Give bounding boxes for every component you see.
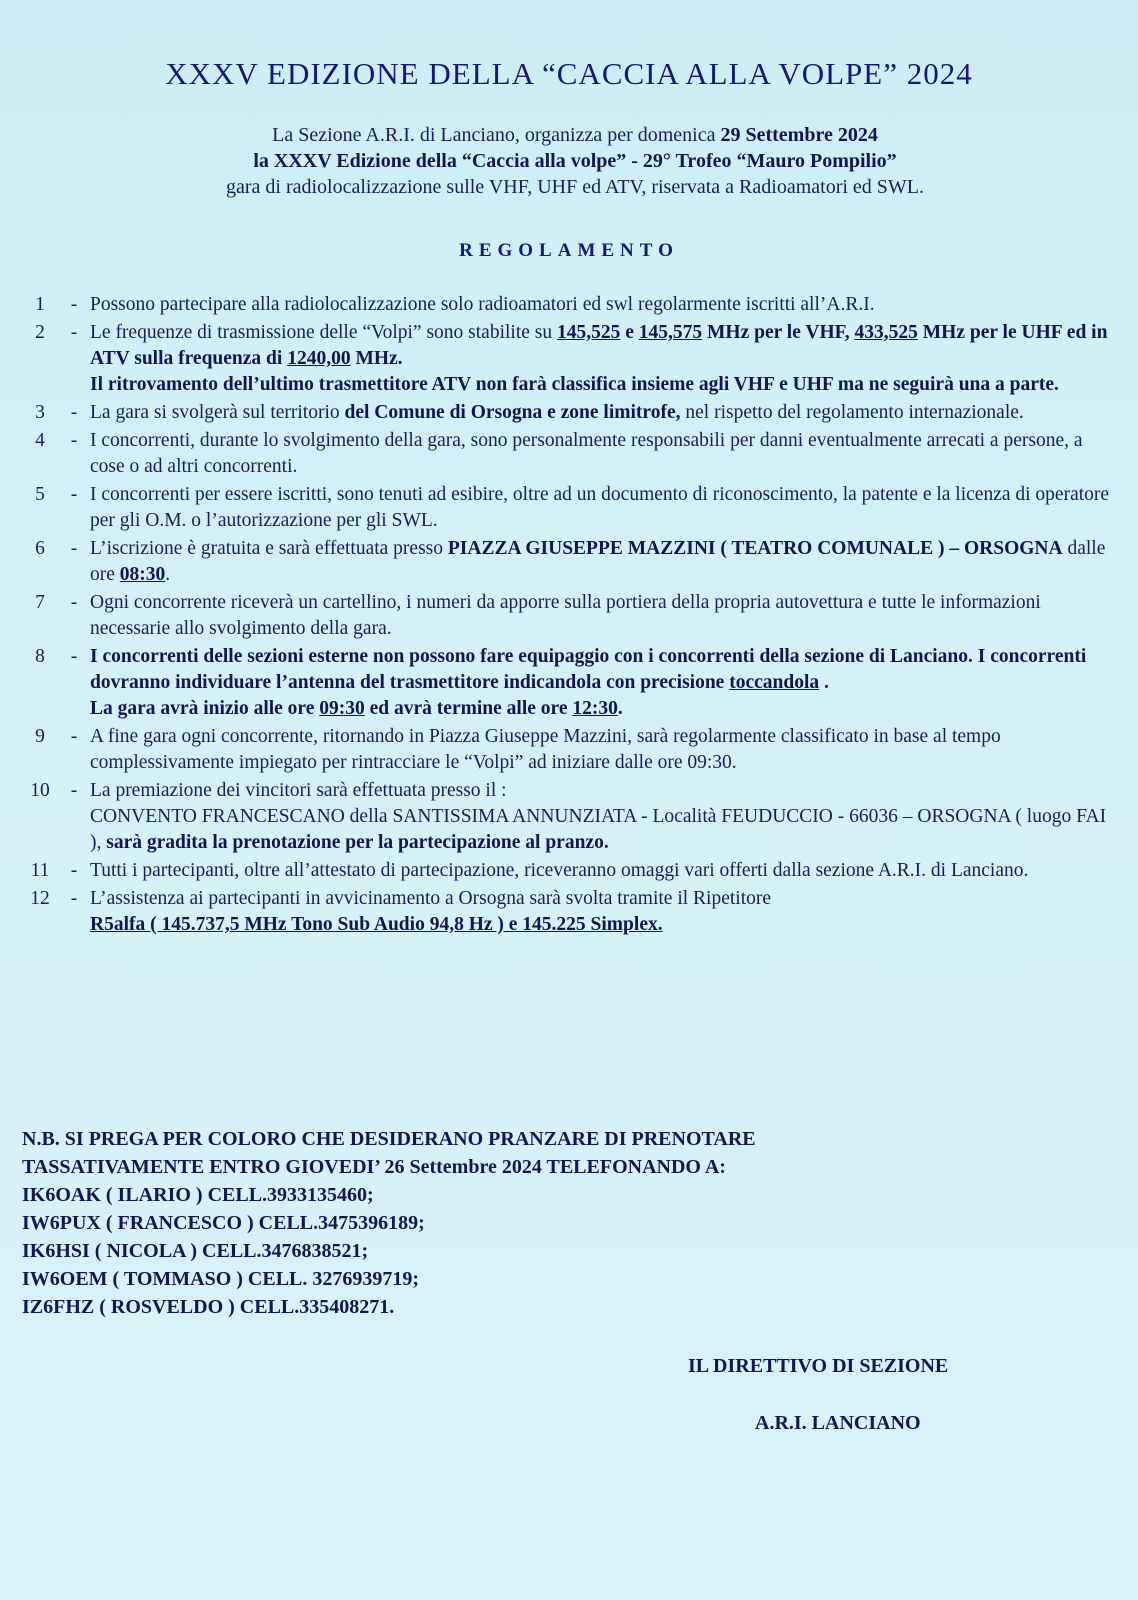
- rule-text-segment: MHz per le UHF ed in ATV sulla frequenza di: [90, 322, 1108, 369]
- rule-text: Tutti i partecipanti, oltre all’attestato di partecipazione, riceveranno omaggi vari offerti dalla sezione A.R.I. di Lanciano.: [90, 860, 1029, 881]
- rule-item: [22, 886, 1117, 938]
- intro-line-1: [60, 122, 1090, 148]
- frequency-vhf-2: 145,575: [638, 322, 703, 343]
- registration-time: 08:30: [119, 564, 166, 585]
- signature-line-2: A.R.I. LANCIANO: [755, 1412, 921, 1434]
- rule-text: I concorrenti per essere iscritti, sono tenuti ad esibire, oltre ad un documento di riconoscimento, la patente e la licenza di operatore per gli O.M. o l’autorizzazione per gli SWL.: [90, 484, 1110, 531]
- rule-text-segment: dalle ore: [90, 538, 1106, 585]
- rule-text-segment: sarà gradita la prenotazione per la partecipazione al pranzo.: [106, 832, 609, 853]
- rule-number: 1: [35, 294, 45, 315]
- rule-text-segment: ed avrà termine alle ore: [364, 698, 573, 719]
- rule-number: 4: [35, 430, 45, 451]
- rule-separator: -: [70, 322, 78, 343]
- rule-number: 3: [35, 402, 45, 423]
- rule-separator: -: [70, 860, 78, 881]
- frequency-vhf-1: 145,525: [556, 322, 621, 343]
- rule-item: [22, 644, 1117, 722]
- rule-separator: -: [70, 430, 78, 451]
- repeater-info: R5alfa ( 145.737,5 MHz Tono Sub Audio 94,8 Hz ) e 145.225 Simplex.: [90, 914, 663, 935]
- contact-entry: IK6HSI ( NICOLA ) CELL.3476838521;: [22, 1240, 369, 1262]
- contact-entry: IK6OAK ( ILARIO ) CELL.3933135460;: [22, 1184, 374, 1206]
- rule-text-segment: .: [819, 672, 829, 693]
- regolamento-heading: REGOLAMENTO: [459, 240, 679, 261]
- rule-text-segment: MHz per le VHF,: [702, 322, 855, 343]
- rule-separator: -: [70, 726, 78, 747]
- rule-text-segment: MHz.: [350, 348, 403, 369]
- rule-text-segment: e: [620, 322, 639, 343]
- rule-item: [22, 858, 1117, 884]
- rule-item: [22, 778, 1117, 856]
- start-time: 09:30: [319, 698, 365, 719]
- rule-text: I concorrenti, durante lo svolgimento della gara, sono personalmente responsabili per danni eventualmente arrecati a persone, a cose o ad altri concorrenti.: [90, 430, 1083, 477]
- rule-text: [90, 778, 1117, 856]
- rule-text: [90, 886, 1117, 938]
- rule-text-segment: La premiazione dei vincitori sarà effettuata presso il :: [90, 780, 507, 801]
- rule-separator: -: [70, 294, 78, 315]
- rule-number: 6: [35, 538, 45, 559]
- rule-item: [22, 428, 1117, 480]
- rule-number: 2: [35, 322, 45, 343]
- document-title: XXXV EDIZIONE DELLA “CACCIA ALLA VOLPE” 2024: [165, 56, 973, 91]
- intro-line-3: gara di radiolocalizzazione sulle VHF, UHF ed ATV, riservata a Radioamatori ed SWL.: [225, 176, 925, 198]
- rule-text-segment: Il ritrovamento dell’ultimo trasmettitore ATV non farà classifica insieme agli VHF e UHF ma ne seguirà una a parte.: [90, 374, 1059, 395]
- rule-item: [22, 320, 1117, 398]
- rule-item: [22, 292, 1117, 318]
- rule-text-segment: .: [617, 698, 623, 719]
- rule-number: 10: [30, 780, 50, 801]
- end-time: 12:30: [572, 698, 618, 719]
- rule-item: [22, 724, 1117, 776]
- rule-number: 12: [30, 888, 50, 909]
- rule-number: 8: [35, 646, 45, 667]
- rule-separator: -: [70, 888, 78, 909]
- rule-text-segment: Le frequenze di trasmissione delle “Volpi” sono stabilite su: [90, 322, 557, 343]
- rule-text-segment: L’assistenza ai partecipanti in avvicinamento a Orsogna sarà svolta tramite il Ripetitore: [90, 888, 772, 909]
- rule-text-segment: toccandola: [729, 672, 820, 693]
- rule-text: [90, 536, 1117, 588]
- rule-text-segment: CONVENTO FRANCESCANO della SANTISSIMA ANNUNZIATA - Località FEUDUCCIO - 66036 – ORSOGNA ( luogo FAI ),: [90, 806, 1107, 853]
- rule-text-segment: I concorrenti delle sezioni esterne non possono fare equipaggio con i concorrenti della sezione di Lanciano. I concorrenti dovranno individuare l’antenna del trasmettitore indicandola con precisione: [90, 646, 1087, 693]
- nb-line-1: N.B. SI PREGA PER COLORO CHE DESIDERANO PRANZARE DI PRENOTARE: [22, 1128, 756, 1150]
- frequency-atv: 1240,00: [287, 348, 351, 369]
- rule-item: [22, 400, 1117, 426]
- intro-date: 29 Settembre 2024: [720, 124, 878, 146]
- rule-text-segment: del Comune di Orsogna e zone limitrofe,: [344, 402, 681, 423]
- rule-separator: -: [70, 402, 78, 423]
- rule-separator: -: [70, 780, 78, 801]
- rule-item: [22, 482, 1117, 534]
- registration-location: PIAZZA GIUSEPPE MAZZINI ( TEATRO COMUNALE ) – ORSOGNA: [447, 538, 1063, 559]
- rule-text-segment: La gara avrà inizio alle ore: [90, 698, 320, 719]
- frequency-uhf: 433,525: [854, 322, 918, 343]
- rule-text: Ogni concorrente riceverà un cartellino, i numeri da apporre sulla portiera della propria autovettura e tutte le informazioni necessarie allo svolgimento della gara.: [90, 592, 1041, 639]
- rule-number: 7: [35, 592, 45, 613]
- intro-line-2: [60, 148, 1090, 174]
- rule-text: [90, 644, 1117, 722]
- rule-number: 9: [35, 726, 45, 747]
- intro-line-1-text: La Sezione A.R.I. di Lanciano, organizza per domenica: [272, 124, 721, 146]
- rule-text: [90, 400, 1117, 426]
- rules-list: [22, 292, 1117, 940]
- contact-entry: IW6PUX ( FRANCESCO ) CELL.3475396189;: [22, 1212, 425, 1234]
- rule-item: [22, 590, 1117, 642]
- rule-number: 11: [30, 860, 50, 881]
- rule-separator: -: [70, 646, 78, 667]
- rule-text-segment: .: [165, 564, 171, 585]
- nb-notice: [22, 1125, 1102, 1321]
- signature-line-1: IL DIRETTIVO DI SEZIONE: [688, 1355, 949, 1377]
- rule-separator: -: [70, 592, 78, 613]
- rule-number: 5: [35, 484, 45, 505]
- rule-text-segment: L’iscrizione è gratuita e sarà effettuata presso: [90, 538, 448, 559]
- intro-block: [60, 122, 1090, 200]
- rule-text: A fine gara ogni concorrente, ritornando in Piazza Giuseppe Mazzini, sarà regolarmente classificato in base al tempo complessivamente impiegato per rintracciare le “Volpi” ad iniziare dalle ore 09:30.: [90, 726, 1001, 773]
- rule-text-segment: nel rispetto del regolamento internazionale.: [680, 402, 1024, 423]
- contact-entry: IW6OEM ( TOMMASO ) CELL. 3276939719;: [22, 1268, 420, 1290]
- rule-separator: -: [70, 538, 78, 559]
- rule-item: [22, 536, 1117, 588]
- rule-text: Possono partecipare alla radiolocalizzazione solo radioamatori ed swl regolarmente iscritti all’A.R.I.: [90, 294, 875, 315]
- contact-entry: IZ6FHZ ( ROSVELDO ) CELL.335408271.: [22, 1296, 395, 1318]
- rule-text-segment: La gara si svolgerà sul territorio: [90, 402, 345, 423]
- nb-line-2: TASSATIVAMENTE ENTRO GIOVEDI’ 26 Settembre 2024 TELEFONANDO A:: [22, 1156, 726, 1178]
- rule-text: [90, 320, 1117, 398]
- intro-edition: la XXXV Edizione della “Caccia alla volpe” - 29° Trofeo “Mauro Pompilio”: [253, 150, 897, 172]
- rule-separator: -: [70, 484, 78, 505]
